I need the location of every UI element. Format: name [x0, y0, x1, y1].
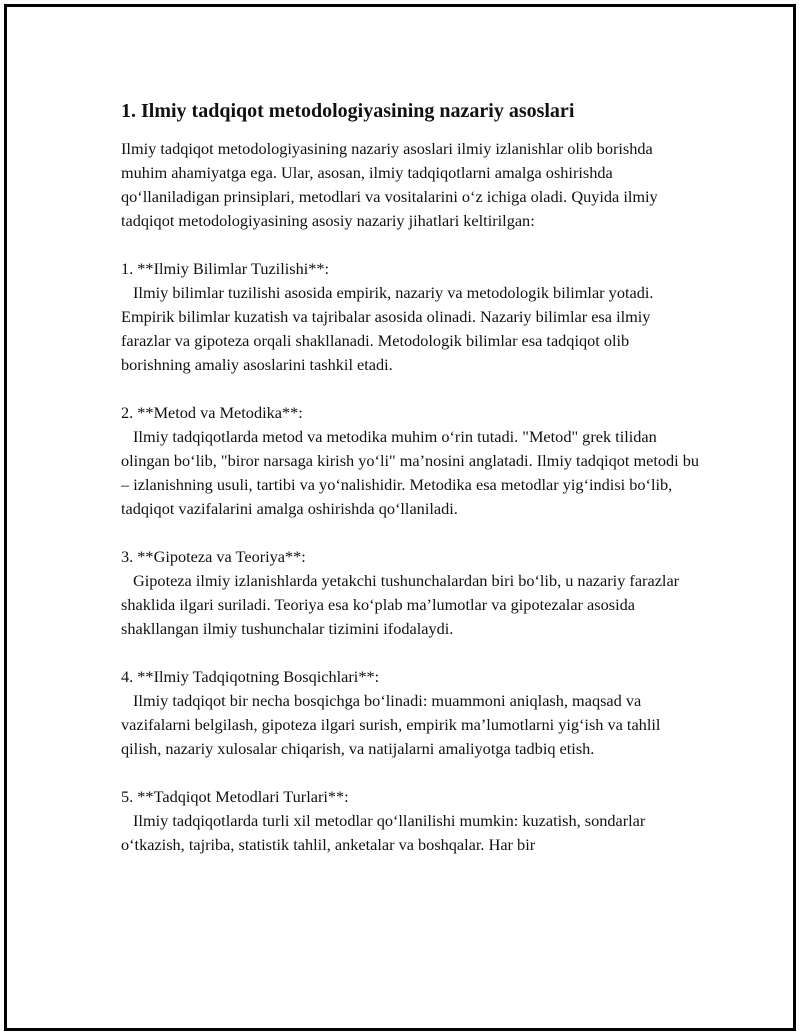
section-research-stages — [121, 665, 701, 761]
page-frame — [4, 4, 796, 1031]
section-heading: 3. **Gipoteza va Teoriya**: — [121, 547, 306, 566]
section-body: Gipoteza ilmiy izlanishlarda yetakchi tushunchalardan biri bo‘lib, u nazariy farazlar shaklida ilgari suriladi. Teoriya esa ko‘plab ma’lumotlar va gipotezalar asosida shakllangan ilmiy tushunchalar tizimini ifodalaydi. — [121, 571, 680, 638]
section-body: Ilmiy tadqiqotlarda metod va metodika muhim o‘rin tutadi. "Metod" grek tilidan olingan bo‘lib, "biror narsaga kirish yo‘li" ma’nosini anglatadi. Ilmiy tadqiqot metodi bu – izlanishning usuli, tartibi va yo‘nalishidir. Metodika esa metodlar yig‘indisi bo‘lib, tadqiqot vazifalarini amalga oshirishda qo‘llaniladi. — [121, 427, 700, 518]
section-body: Ilmiy tadqiqot bir necha bosqichga bo‘linadi: muammoni aniqlash, maqsad va vazifalarni belgilash, gipoteza ilgari surish, empirik ma’lumotlarni yig‘ish va tahlil qilish, nazariy xulosalar chiqarish, va natijalarni amaliyotga tadbiq etish. — [121, 691, 661, 758]
document-title: 1. Ilmiy tadqiqot metodologiyasining nazariy asoslari — [121, 100, 575, 122]
document-content — [121, 97, 701, 857]
section-heading: 2. **Metod va Metodika**: — [121, 403, 303, 422]
section-method-and-methodology — [121, 401, 701, 521]
section-heading: 1. **Ilmiy Bilimlar Tuzilishi**: — [121, 259, 330, 278]
section-body: Ilmiy tadqiqotlarda turli xil metodlar qo‘llanilishi mumkin: kuzatish, sondarlar o‘tkazish, tajriba, statistik tahlil, anketalar va boshqalar. Har bir — [121, 811, 646, 854]
section-heading: 4. **Ilmiy Tadqiqotning Bosqichlari**: — [121, 667, 380, 686]
section-heading: 5. **Tadqiqot Metodlari Turlari**: — [121, 787, 349, 806]
intro-paragraph: Ilmiy tadqiqot metodologiyasining nazariy asoslari ilmiy izlanishlar olib borishda muhim ahamiyatga ega. Ular, asosan, ilmiy tadqiqotlarni amalga oshirishda qo‘llaniladigan prinsiplari, metodlari va vositalarini o‘z ichiga oladi. Quyida ilmiy tadqiqot metodologiyasining asosiy nazariy jihatlari keltirilgan: — [121, 139, 658, 230]
section-research-method-types — [121, 785, 701, 857]
section-scientific-knowledge — [121, 257, 701, 377]
section-hypothesis-and-theory — [121, 545, 701, 641]
section-body: Ilmiy bilimlar tuzilishi asosida empirik, nazariy va metodologik bilimlar yotadi. Empirik bilimlar kuzatish va tajribalar asosida olinadi. Nazariy bilimlar esa ilmiy farazlar va gipoteza orqali shakllanadi. Metodologik bilimlar esa tadqiqot olib borishning amaliy asoslarini tashkil etadi. — [121, 283, 654, 374]
